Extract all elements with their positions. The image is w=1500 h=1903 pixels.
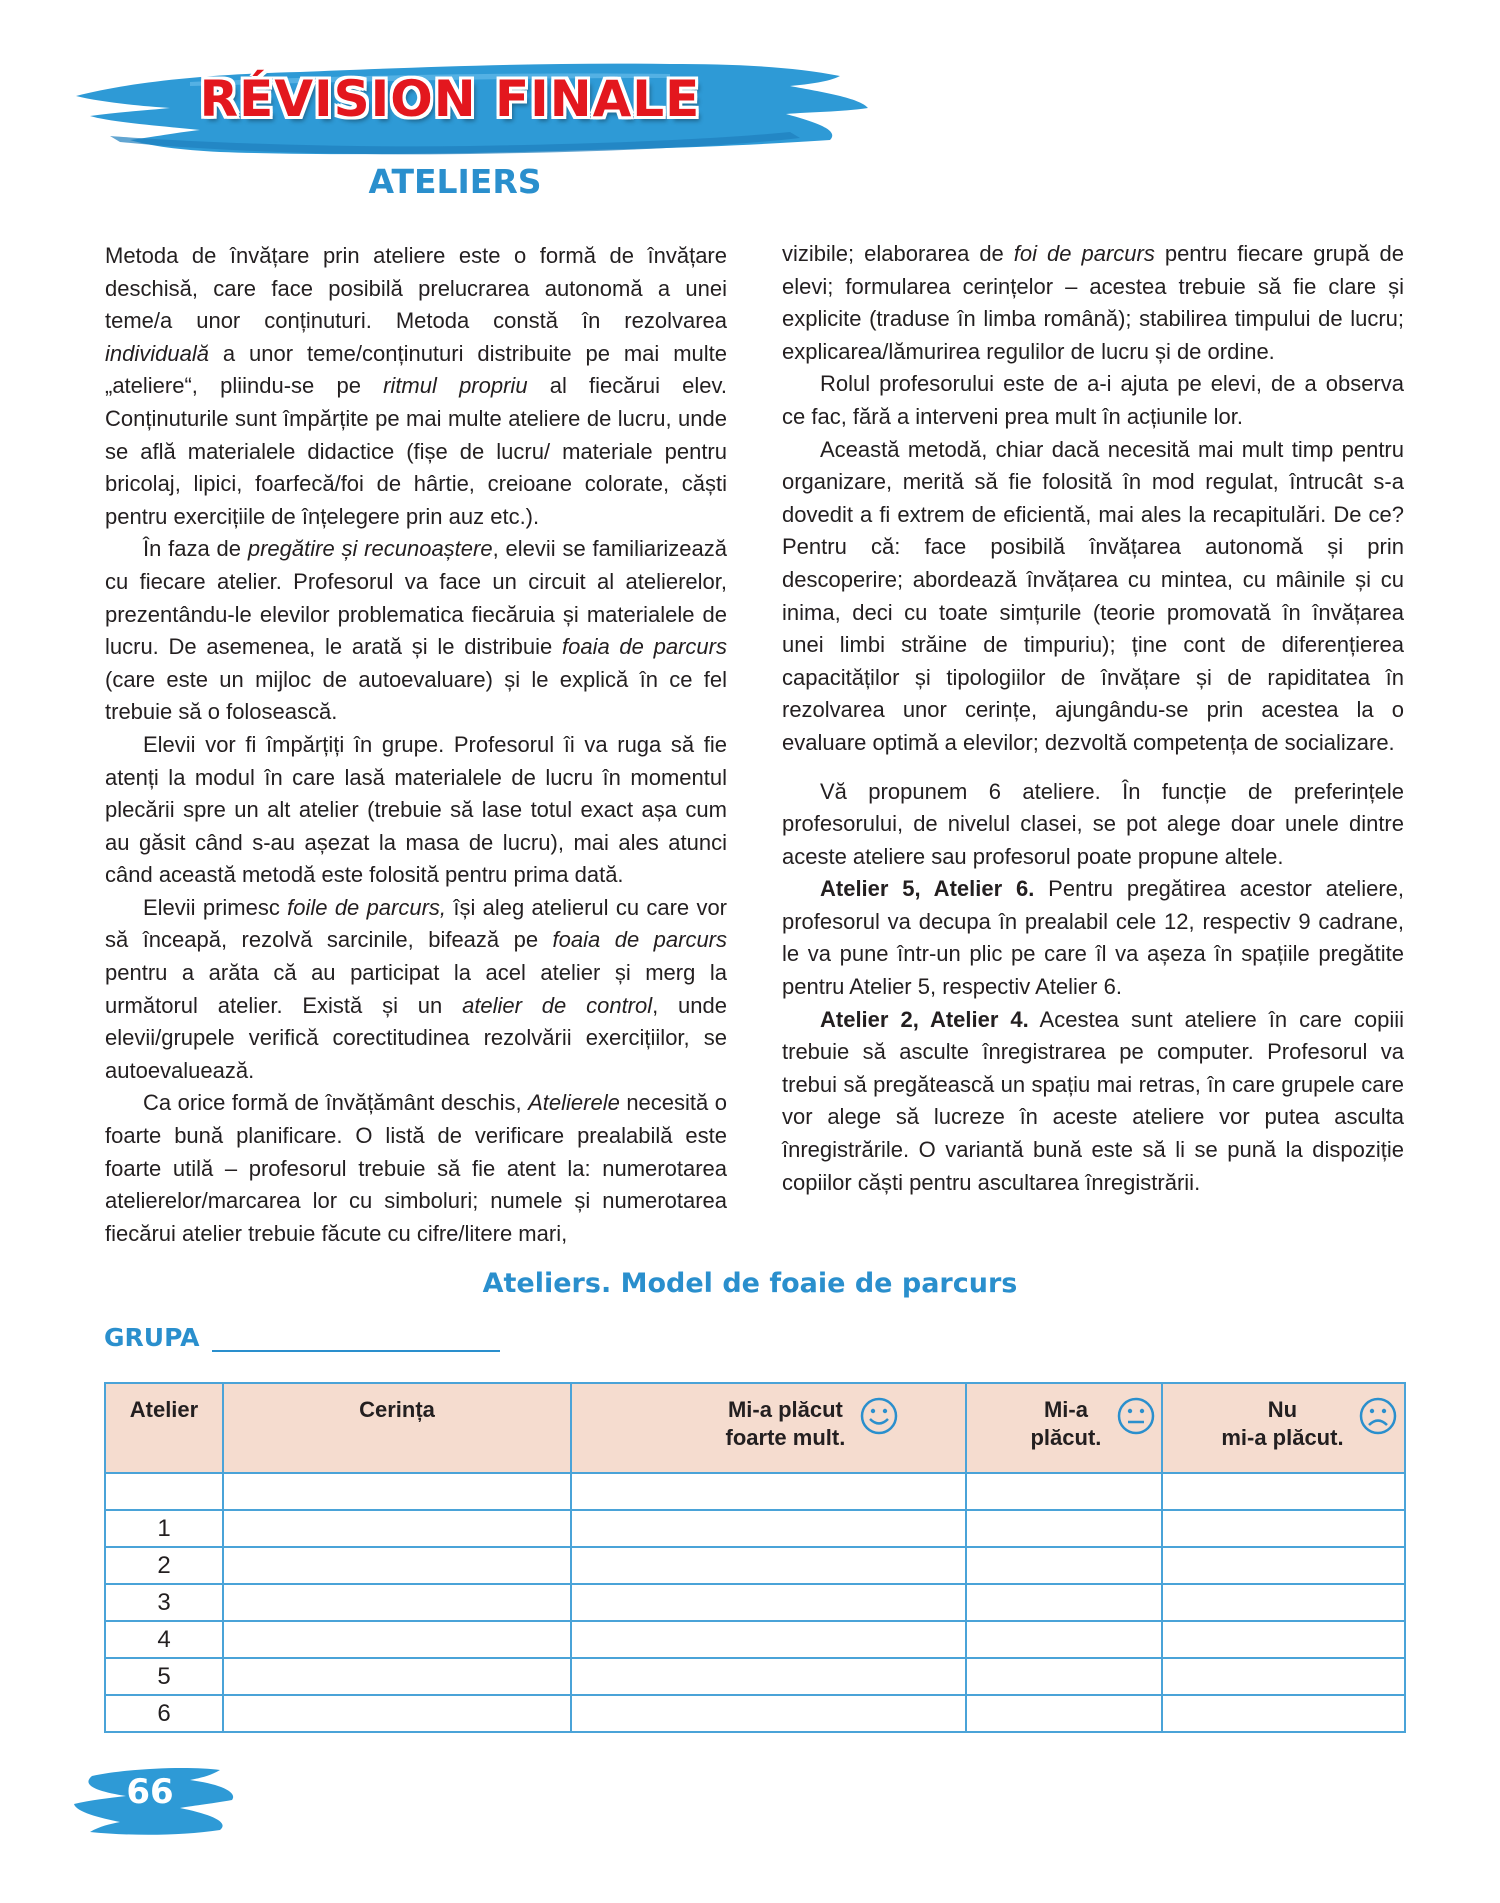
table-row: [105, 1547, 1405, 1584]
cell-disliked[interactable]: [1162, 1510, 1405, 1547]
row-number: 2: [105, 1547, 223, 1584]
cell-very-liked[interactable]: [571, 1584, 966, 1621]
chapter-banner: [70, 52, 870, 162]
header-liked: Mi-a plăcut.: [966, 1383, 1162, 1473]
paragraph: [782, 873, 1404, 1003]
grupa-label: GRUPA: [104, 1323, 200, 1352]
cell-very-liked[interactable]: [571, 1658, 966, 1695]
grupa-fill-line: [212, 1350, 500, 1352]
text-run: pentru fiecare grupă de elevi; formularea cerințelor – acestea trebuie să fie clare și explicite (traduse în limba română); stabilirea timpului de lucru; explicarea/lămurirea regulilor de lucru și de ordine.: [782, 241, 1404, 364]
italic-text: ritmul propriu: [383, 373, 528, 399]
banner-title: RÉVISION FINALE: [199, 70, 701, 128]
text-run: Vă propunem 6 ateliere. În funcție de preferințele profesorului, de nivelul clasei, se pot alege doar unele dintre aceste ateliere sau profesorul poate propune altele.: [782, 778, 1404, 869]
cell-very-liked[interactable]: [571, 1621, 966, 1658]
italic-text: atelier de control: [462, 992, 653, 1018]
text-run: Metoda de învățare prin ateliere este o formă de învățare deschisă, care face posibilă prelucrarea autonomă a unei teme/a unor conținuturi. Metoda constă în rezolvarea: [105, 243, 727, 334]
smiley-sad-icon: [1358, 1396, 1398, 1443]
text-run: Rolul profesorului este de a-i ajuta pe elevi, de a observa ce fac, fără a interveni prea mult în acțiunile lor.: [782, 371, 1404, 429]
text-run: Elevii vor fi împărțiți în grupe. Profesorul îi va ruga să fie atenți la modul în care lasă materialele de lucru în momentul plecării spre un alt atelier (trebuie să lase totul exact așa cum au găsit când s-au așezat la masa de lucru), mai ales atunci când această metodă este folosită pentru prima dată.: [105, 731, 727, 888]
cell-cerinta[interactable]: [223, 1621, 571, 1658]
text-run: al fiecărui elev. Conținuturile sunt împărțite pe mai multe ateliere de lucru, unde se află materialele didactice (fișe de lucru/ materiale pentru bricolaj, lipici, foarfecă/foi de hârtie, creioane colorate, căști pentru exercițiile de înțelegere prin auz etc.).: [105, 373, 727, 529]
italic-text: foaia de parcurs: [552, 927, 728, 953]
row-number: 5: [105, 1658, 223, 1695]
table-row: [105, 1584, 1405, 1621]
cell-liked[interactable]: [966, 1584, 1162, 1621]
text-run: (care este un mijloc de autoevaluare) și le explică în ce fel trebuie să o folosească.: [105, 666, 727, 725]
row-number: 1: [105, 1510, 223, 1547]
paragraph: [105, 533, 727, 729]
section-subtitle: ATELIERS: [368, 162, 542, 201]
page-number: 66: [126, 1772, 174, 1812]
text-run: necesită o foarte bună planificare. O listă de verificare prealabilă este foarte utilă – profesorul trebuie să fie atent la: numerotarea atelierelor/marcarea lor cu simboluri; numele și numerotarea fiecărui atelier trebuie făcute cu cifre/litere mari,: [105, 1090, 727, 1246]
text-run: își aleg atelierul cu care vor să înceapă, rezolvă sarcinile, bifează pe: [105, 894, 728, 953]
paragraph: [105, 1087, 727, 1250]
cell-disliked[interactable]: [1162, 1695, 1405, 1732]
table-row: [105, 1695, 1405, 1732]
text-run: Ca orice formă de învățământ deschis,: [143, 1090, 529, 1116]
cell-liked[interactable]: [966, 1510, 1162, 1547]
cell-disliked[interactable]: [1162, 1584, 1405, 1621]
header-very-liked: Mi-a plăcut foarte mult.: [571, 1383, 966, 1473]
table-row: [105, 1621, 1405, 1658]
cell-cerinta[interactable]: [223, 1547, 571, 1584]
cell-very-liked[interactable]: [571, 1547, 966, 1584]
table-row: [105, 1658, 1405, 1695]
italic-text: foi de parcurs: [1013, 241, 1155, 266]
smiley-neutral-icon: [1116, 1396, 1156, 1443]
paragraph: [105, 240, 727, 533]
paragraph: [782, 776, 1404, 874]
italic-text: foile de parcurs,: [287, 894, 447, 920]
text-run: Această metodă, chiar dacă necesită mai mult timp pentru organizare, merită să fie folosită în mod regulat, întrucât s-a dovedit a fi extrem de eficientă, mai ales la recapitulări. De ce? Pentru că: face posibilă învățarea autonomă și prin descoperire; abordează învățarea cu mintea, cu mâinile și cu inima, deci cu toate simțurile (teorie promovată în învățarea unei limbi străine de timpuriu); ține cont de diferențierea capacităților și tipologiilor de învățare și de rapiditatea în rezolvarea unor cerințe, ajungându-se prin acestea la o evaluare optimă a elevilor; dezvoltă competența de socializare.: [782, 436, 1404, 755]
bold-text: Atelier 2, Atelier 4.: [820, 1006, 1029, 1032]
table-header-row: [105, 1383, 1405, 1473]
italic-text: individuală: [105, 340, 209, 366]
bold-text: Atelier 5, Atelier 6.: [820, 876, 1035, 902]
row-number: 6: [105, 1695, 223, 1732]
cell-disliked[interactable]: [1162, 1621, 1405, 1658]
paragraph: [782, 238, 1404, 368]
text-run: Acestea sunt ateliere în care copiii trebuie să asculte înregistrarea pe computer. Profesorul va trebui să pregătească un spațiu mai retras, în care grupele care vor alege să lucreze în aceste ateliere vor putea asculta înregistrările. O variantă bună este să li se pună la dispoziție copiilor căști pentru ascultarea înregistrării.: [782, 1006, 1404, 1195]
paragraph: [782, 368, 1404, 433]
text-column-left: [105, 240, 727, 1250]
cell-cerinta[interactable]: [223, 1510, 571, 1547]
text-run: În faza de: [143, 536, 248, 562]
cell-cerinta[interactable]: [223, 1695, 571, 1732]
paragraph: [782, 1004, 1404, 1200]
text-run: Elevii primesc: [143, 894, 288, 920]
paragraph: [105, 892, 727, 1088]
route-sheet-table: [104, 1382, 1406, 1733]
text-run: , unde elevii/grupele verifică corectitudinea rezolvării exercițiilor, se autoevaluează.: [105, 992, 727, 1083]
cell-very-liked[interactable]: [571, 1510, 966, 1547]
paragraph: [105, 729, 727, 892]
cell-disliked[interactable]: [1162, 1547, 1405, 1584]
header-cerinta: Cerința: [223, 1383, 571, 1473]
cell-cerinta[interactable]: [223, 1658, 571, 1695]
cell-cerinta[interactable]: [223, 1584, 571, 1621]
text-run: , elevii se familiarizează cu fiecare atelier. Profesorul va face un circuit al atelierelor, prezentându-le elevilor problematica fiecăruia și materialele de lucru. De asemenea, le arată și le distribuie: [105, 536, 727, 660]
cell-very-liked[interactable]: [571, 1695, 966, 1732]
smiley-happy-icon: [859, 1396, 899, 1443]
text-run: vizibile; elaborarea de: [782, 241, 1014, 266]
header-disliked: Nu mi-a plăcut.: [1162, 1383, 1405, 1473]
row-number: 3: [105, 1584, 223, 1621]
paragraph: [782, 434, 1404, 760]
cell-liked[interactable]: [966, 1547, 1162, 1584]
italic-text: foaia de parcurs: [561, 634, 727, 660]
cell-liked[interactable]: [966, 1621, 1162, 1658]
cell-disliked[interactable]: [1162, 1658, 1405, 1695]
italic-text: Atelierele: [528, 1090, 620, 1116]
cell-liked[interactable]: [966, 1695, 1162, 1732]
table-row: [105, 1510, 1405, 1547]
table-title: Ateliers. Model de foaie de parcurs: [482, 1268, 1018, 1299]
text-run: pentru a arăta că au participat la acel atelier și merg la următorul atelier. Există și un: [105, 960, 727, 1018]
header-atelier: Atelier: [105, 1383, 223, 1473]
text-run: a unor teme/conținuturi distribuite pe mai multe „ateliere“, pliindu-se pe: [105, 340, 727, 399]
cell-liked[interactable]: [966, 1658, 1162, 1695]
row-number: 4: [105, 1621, 223, 1658]
text-run: Pentru pregătirea acestor ateliere, profesorul va decupa în prealabil cele 12, respectiv 9 cadrane, le va pune într-un plic pe care îl va așeza în spațiile pregătite pentru Atelier 5, respectiv Atelier 6.: [782, 876, 1404, 1000]
italic-text: pregătire și recunoaștere: [247, 536, 493, 562]
text-column-right: [782, 238, 1404, 1199]
